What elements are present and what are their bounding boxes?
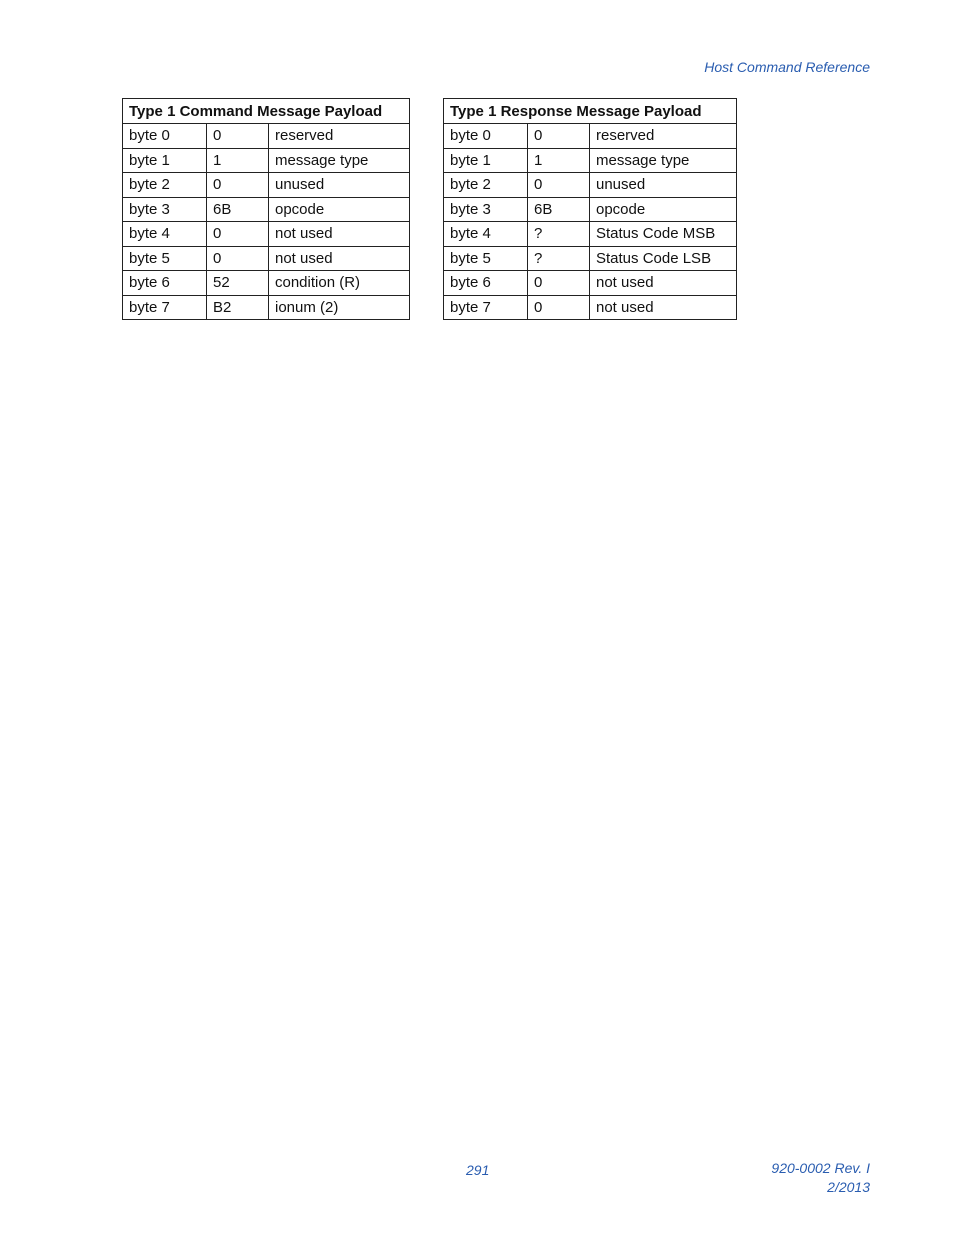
description-cell: Status Code LSB — [590, 246, 737, 271]
document-date: 2/2013 — [827, 1179, 870, 1195]
running-header: Host Command Reference — [704, 59, 870, 75]
byte-cell: byte 0 — [444, 124, 528, 149]
byte-cell: byte 3 — [123, 197, 207, 222]
value-cell: B2 — [207, 295, 269, 320]
document-info — [771, 1159, 870, 1197]
value-cell: 0 — [528, 124, 590, 149]
table-row — [444, 197, 737, 222]
byte-cell: byte 6 — [444, 271, 528, 296]
table-row — [123, 197, 410, 222]
byte-cell: byte 4 — [444, 222, 528, 247]
value-cell: 0 — [207, 222, 269, 247]
table-row — [123, 173, 410, 198]
table-row — [444, 271, 737, 296]
byte-cell: byte 3 — [444, 197, 528, 222]
response-payload-table — [443, 98, 737, 320]
byte-cell: byte 1 — [444, 148, 528, 173]
table-row — [444, 173, 737, 198]
command-table-title: Type 1 Command Message Payload — [123, 99, 410, 124]
value-cell: ? — [528, 222, 590, 247]
description-cell: unused — [590, 173, 737, 198]
value-cell: 1 — [528, 148, 590, 173]
table-row — [123, 246, 410, 271]
response-table-body — [444, 124, 737, 320]
table-row — [123, 222, 410, 247]
byte-cell: byte 7 — [123, 295, 207, 320]
value-cell: 0 — [207, 124, 269, 149]
description-cell: opcode — [590, 197, 737, 222]
table-row — [123, 148, 410, 173]
value-cell: 0 — [528, 295, 590, 320]
value-cell: 6B — [207, 197, 269, 222]
page-number: 291 — [466, 1162, 490, 1178]
description-cell: ionum (2) — [269, 295, 410, 320]
command-table-body — [123, 124, 410, 320]
value-cell: 6B — [528, 197, 590, 222]
byte-cell: byte 2 — [444, 173, 528, 198]
description-cell: not used — [269, 222, 410, 247]
value-cell: 0 — [528, 271, 590, 296]
table-row — [444, 148, 737, 173]
description-cell: not used — [590, 271, 737, 296]
byte-cell: byte 5 — [444, 246, 528, 271]
table-header-row — [123, 99, 410, 124]
byte-cell: byte 2 — [123, 173, 207, 198]
table-row — [444, 295, 737, 320]
value-cell: 1 — [207, 148, 269, 173]
byte-cell: byte 4 — [123, 222, 207, 247]
description-cell: condition (R) — [269, 271, 410, 296]
description-cell: reserved — [269, 124, 410, 149]
value-cell: 0 — [207, 246, 269, 271]
byte-cell: byte 0 — [123, 124, 207, 149]
description-cell: not used — [269, 246, 410, 271]
table-row — [444, 222, 737, 247]
description-cell: message type — [269, 148, 410, 173]
table-row — [444, 246, 737, 271]
table-row — [123, 271, 410, 296]
table-row — [123, 124, 410, 149]
value-cell: ? — [528, 246, 590, 271]
response-table-title: Type 1 Response Message Payload — [444, 99, 737, 124]
description-cell: reserved — [590, 124, 737, 149]
table-row — [444, 124, 737, 149]
description-cell: message type — [590, 148, 737, 173]
description-cell: unused — [269, 173, 410, 198]
description-cell: Status Code MSB — [590, 222, 737, 247]
command-payload-table — [122, 98, 410, 320]
byte-cell: byte 6 — [123, 271, 207, 296]
table-row — [123, 295, 410, 320]
byte-cell: byte 5 — [123, 246, 207, 271]
description-cell: not used — [590, 295, 737, 320]
value-cell: 0 — [207, 173, 269, 198]
description-cell: opcode — [269, 197, 410, 222]
table-header-row — [444, 99, 737, 124]
value-cell: 52 — [207, 271, 269, 296]
value-cell: 0 — [528, 173, 590, 198]
byte-cell: byte 1 — [123, 148, 207, 173]
document-number: 920-0002 Rev. I — [771, 1160, 870, 1176]
byte-cell: byte 7 — [444, 295, 528, 320]
